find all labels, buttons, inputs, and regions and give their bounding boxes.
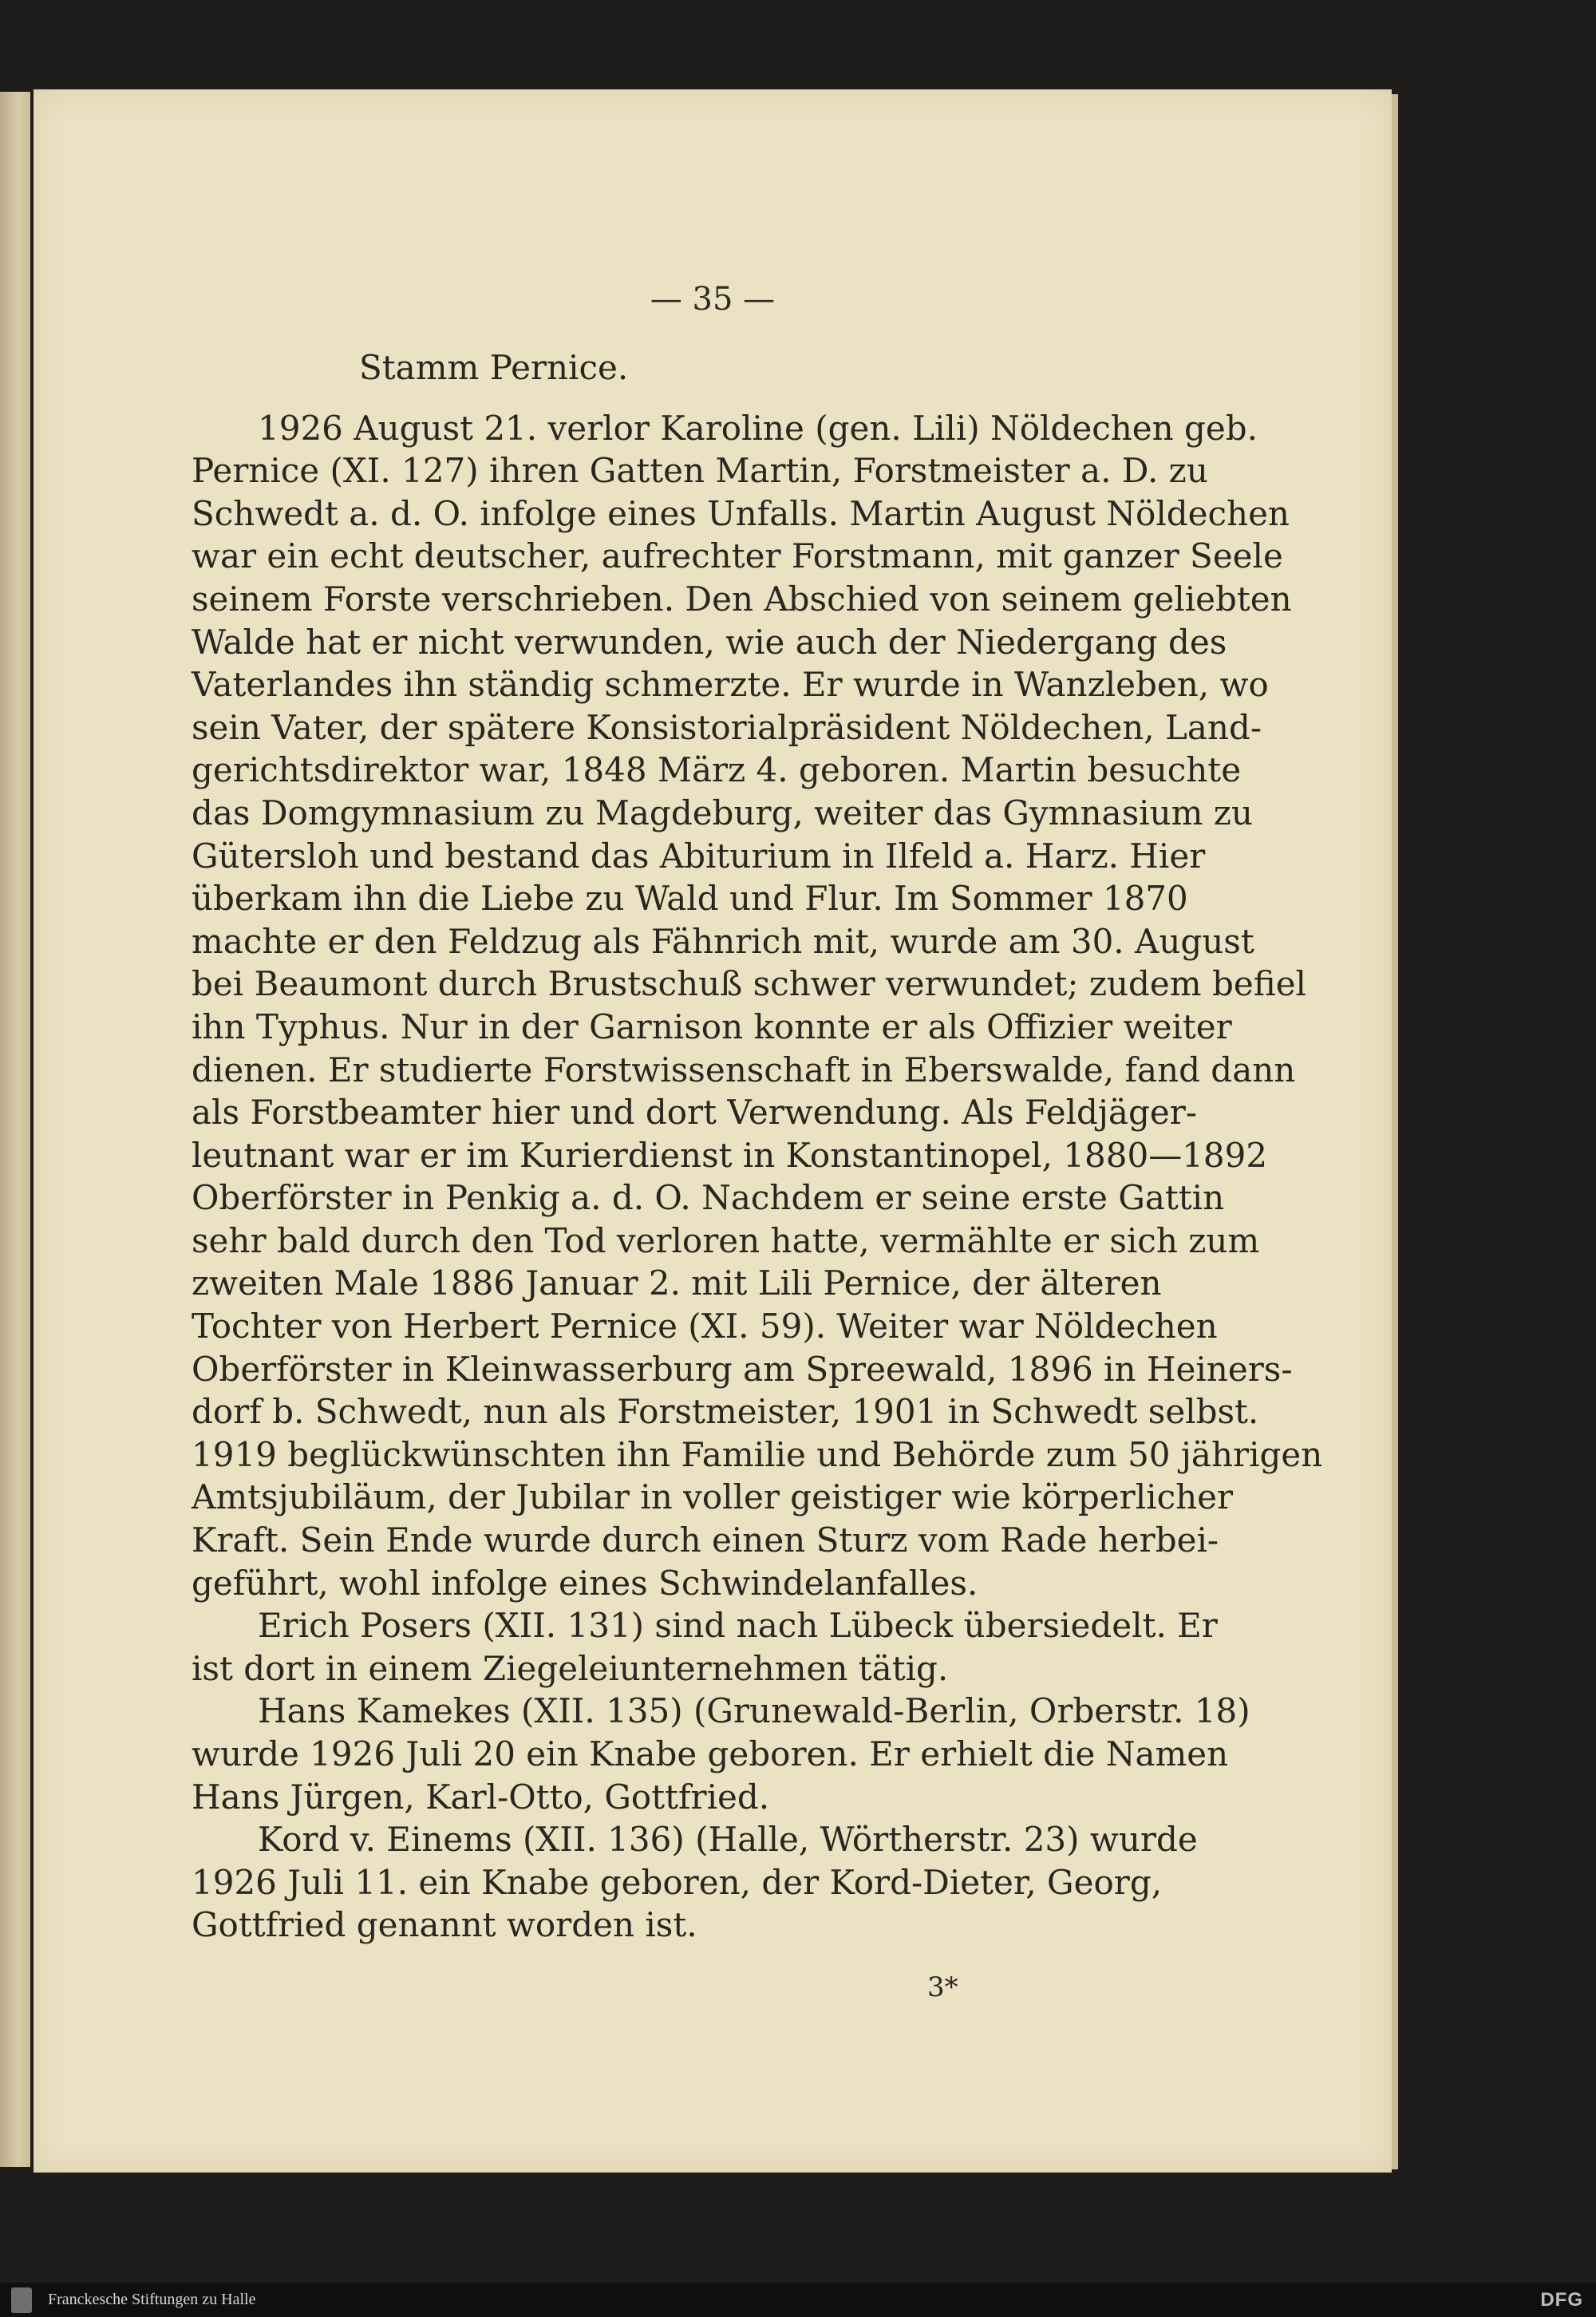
text-line: Hans Kamekes (XII. 135) (Grunewald-Berlin, Orberstr. 18): [258, 1691, 1250, 1731]
text-line: ihn Typhus. Nur in der Garnison konnte er als Offizier weiter: [192, 1006, 1232, 1046]
footer-bar: [0, 2283, 1596, 2317]
text-line: dorf b. Schwedt, nun als Forstmeister, 1901 in Schwedt selbst.: [192, 1392, 1259, 1432]
text-line: Pernice (XI. 127) ihren Gatten Martin, Forstmeister a. D. zu: [192, 451, 1208, 491]
text-line: seinem Forste verschrieben. Den Abschied von seinem geliebten: [192, 579, 1292, 619]
text-line: Gütersloh und bestand das Abiturium in Ilfeld a. Harz. Hier: [192, 836, 1206, 876]
text-line: war ein echt deutscher, aufrechter Forstmann, mit ganzer Seele: [192, 536, 1283, 576]
text-line: Kraft. Sein Ende wurde durch einen Sturz vom Rade herbei-: [192, 1520, 1219, 1560]
paragraph: [192, 1818, 1198, 1947]
text-line: wurde 1926 Juli 20 ein Knabe geboren. Er erhielt die Namen: [192, 1734, 1229, 1773]
paragraph: [192, 407, 1323, 1605]
text-line: Oberförster in Penkig a. d. O. Nachdem er seine erste Gattin: [192, 1178, 1225, 1218]
text-line: Oberförster in Kleinwasserburg am Spreewald, 1896 in Heiners-: [192, 1349, 1293, 1389]
text-line: als Forstbeamter hier und dort Verwendung. Als Feldjäger-: [192, 1093, 1197, 1133]
text-line: Schwedt a. d. O. infolge eines Unfalls. Martin August Nöldechen: [192, 493, 1290, 533]
page-text: [192, 346, 1323, 1947]
previous-page-edge: [0, 92, 30, 2167]
page-number: — 35 —: [650, 281, 776, 318]
text-line: Walde hat er nicht verwunden, wie auch der Niedergang des: [192, 622, 1227, 662]
paragraphs: [192, 407, 1323, 1947]
footer-institution: Franckesche Stiftungen zu Halle: [48, 2291, 256, 2308]
text-line: Kord v. Einems (XII. 136) (Halle, Wörtherstr. 23) wurde: [258, 1820, 1198, 1860]
paragraph: [192, 1604, 1218, 1690]
foundation-logo-icon: [11, 2287, 32, 2313]
text-line: Tochter von Herbert Pernice (XI. 59). Weiter war Nöldechen: [192, 1307, 1218, 1346]
text-line: Gottfried genannt worden ist.: [192, 1905, 697, 1945]
text-line: sein Vater, der spätere Konsistorialpräsident Nöldechen, Land-: [192, 707, 1262, 747]
book-page: [34, 89, 1392, 2173]
text-line: gerichtsdirektor war, 1848 März 4. geboren. Martin besuchte: [192, 750, 1242, 790]
text-line: leutnant war er im Kurierdienst in Konstantinopel, 1880—1892: [192, 1135, 1268, 1175]
text-line: 1919 beglückwünschten ihn Familie und Behörde zum 50 jährigen: [192, 1434, 1323, 1474]
text-line: sehr bald durch den Tod verloren hatte, vermählte er sich zum: [192, 1220, 1260, 1260]
text-line: Erich Posers (XII. 131) sind nach Lübeck übersiedelt. Er: [258, 1606, 1218, 1646]
text-line: Amtsjubiläum, der Jubilar in voller geistiger wie körperlicher: [192, 1477, 1234, 1517]
text-line: 1926 August 21. verlor Karoline (gen. Lili) Nöldechen geb.: [258, 408, 1258, 448]
signature-mark: 3*: [927, 1971, 958, 2003]
text-line: dienen. Er studierte Forstwissenschaft in Eberswalde, fand dann: [192, 1050, 1296, 1089]
page-edge-right: [1392, 94, 1398, 2169]
text-line: Vaterlandes ihn ständig schmerzte. Er wurde in Wanzleben, wo: [192, 665, 1269, 705]
text-line: machte er den Feldzug als Fähnrich mit, wurde am 30. August: [192, 921, 1254, 961]
paragraph: [192, 1690, 1250, 1818]
text-line: zweiten Male 1886 Januar 2. mit Lili Pernice, der älteren: [192, 1263, 1162, 1303]
text-line: geführt, wohl infolge eines Schwindelanfalles.: [192, 1563, 978, 1603]
text-line: Hans Jürgen, Karl-Otto, Gottfried.: [192, 1777, 770, 1817]
dfg-logo: DFG: [1540, 2289, 1583, 2311]
text-line: 1926 Juli 11. ein Knabe geboren, der Kord-Dieter, Georg,: [192, 1862, 1163, 1902]
text-line: ist dort in einem Ziegeleiunternehmen tätig.: [192, 1648, 949, 1688]
text-line: das Domgymnasium zu Magdeburg, weiter das Gymnasium zu: [192, 793, 1253, 832]
text-line: überkam ihn die Liebe zu Wald und Flur. Im Sommer 1870: [192, 879, 1188, 919]
section-heading: Stamm Pernice.: [359, 348, 629, 387]
text-line: bei Beaumont durch Brustschuß schwer verwundet; zudem befiel: [192, 964, 1306, 1004]
